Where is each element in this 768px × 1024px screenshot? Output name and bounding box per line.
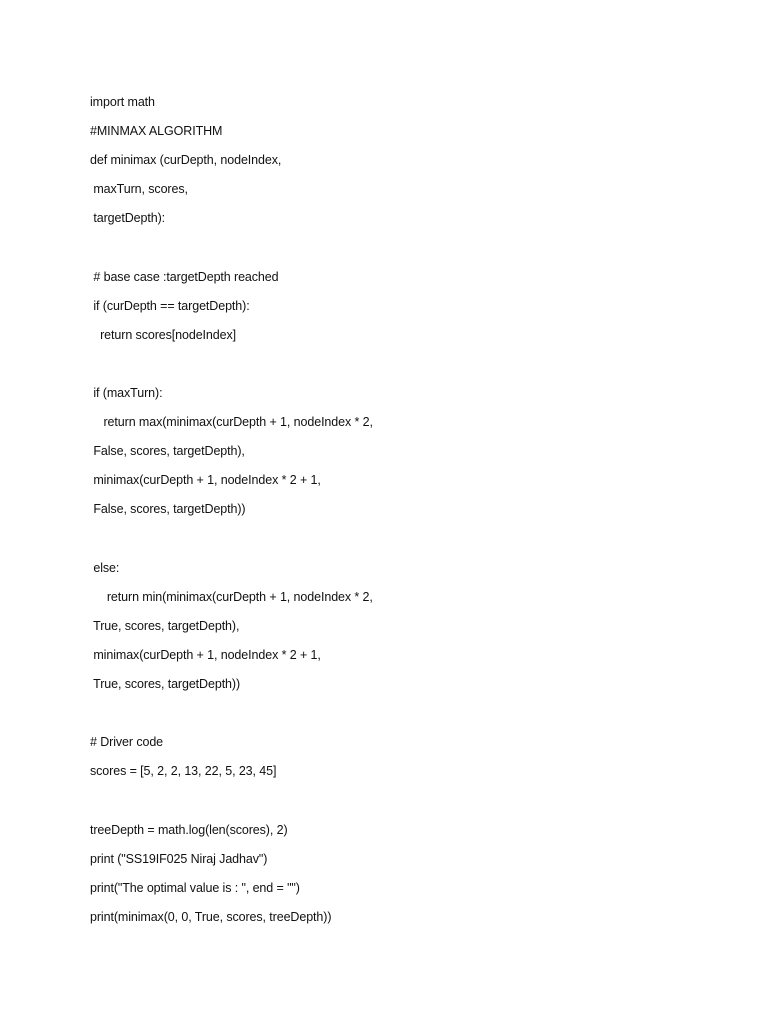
code-line: minimax(curDepth + 1, nodeIndex * 2 + 1, [90,647,321,662]
code-line: # Driver code [90,735,164,750]
code-line: True, scores, targetDepth), [90,618,240,633]
code-line: print ("SS19IF025 Niraj Jadhav") [90,851,268,866]
code-line: scores = [5, 2, 2, 13, 22, 5, 23, 45] [90,764,277,779]
code-line: maxTurn, scores, [90,182,188,197]
code-line: treeDepth = math.log(len(scores), 2) [90,822,288,837]
code-line: return scores[nodeIndex] [90,327,236,342]
code-line: else: [90,560,120,575]
code-line: False, scores, targetDepth), [90,444,245,459]
code-line: #MINMAX ALGORITHM [90,124,223,139]
code-line: return max(minimax(curDepth + 1, nodeIndex * 2, [90,415,373,430]
code-line: import math [90,95,155,109]
code-line: def minimax (curDepth, nodeIndex, [90,153,282,168]
code-line: print("The optimal value is : ", end = "") [90,880,300,895]
code-line: False, scores, targetDepth)) [90,502,246,517]
code-line: True, scores, targetDepth)) [90,677,241,691]
code-line: if (curDepth == targetDepth): [90,298,250,313]
code-line: if (maxTurn): [90,386,163,400]
code-line: targetDepth): [90,211,166,226]
code-line: # base case :targetDepth reached [90,269,279,284]
code-line: print(minimax(0, 0, True, scores, treeDepth)) [90,909,332,924]
code-line: minimax(curDepth + 1, nodeIndex * 2 + 1, [90,473,321,488]
code-line: return min(minimax(curDepth + 1, nodeIndex * 2, [90,589,373,604]
